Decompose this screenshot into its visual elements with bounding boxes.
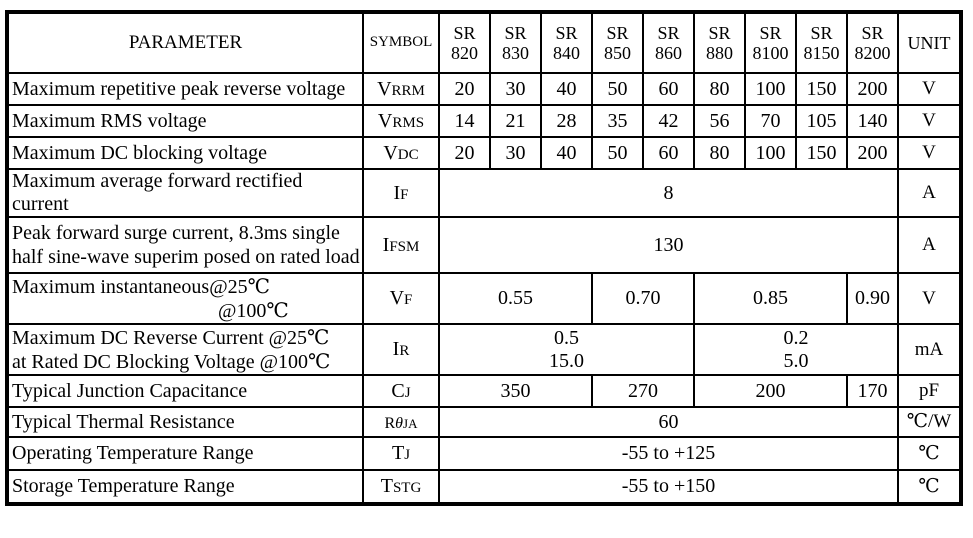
- unit-cell: ℃: [898, 470, 961, 504]
- row-vrms: [7, 105, 961, 137]
- value-cell: 35: [592, 105, 643, 137]
- row-ir: [7, 324, 961, 375]
- symbol-main: I: [382, 233, 390, 256]
- symbol-cell: [363, 137, 439, 169]
- header-symbol: SYMBOL: [363, 12, 439, 73]
- value-cell: 150: [796, 73, 847, 105]
- header-model-sr820: [439, 12, 490, 73]
- model-prefix: SR: [504, 23, 527, 43]
- row-cj: [7, 375, 961, 407]
- value-cell: 50: [592, 137, 643, 169]
- value-cell: 50: [592, 73, 643, 105]
- unit-cell: V: [898, 105, 961, 137]
- parameter-line-1: Maximum instantaneous@25℃: [12, 275, 270, 298]
- value-cell: 30: [490, 73, 541, 105]
- unit-cell: ℃/W: [898, 407, 961, 437]
- unit-cell: ℃: [898, 437, 961, 470]
- header-model-sr860: [643, 12, 694, 73]
- value-at-100c: 5.0: [783, 349, 809, 372]
- symbol-main: T: [380, 475, 393, 497]
- header-parameter: PARAMETER: [7, 12, 363, 73]
- row-vf: [7, 273, 961, 324]
- model-number: 8200: [854, 43, 891, 63]
- symbol-main: V: [377, 77, 392, 100]
- parameter-cell: Maximum DC blocking voltage: [7, 137, 363, 169]
- symbol-main: V: [389, 287, 405, 309]
- symbol-cell: [363, 169, 439, 217]
- symbol-cell: [363, 273, 439, 324]
- model-prefix: SR: [708, 23, 731, 43]
- model-number: 8100: [752, 43, 789, 63]
- value-cell: 150: [796, 137, 847, 169]
- row-ifsm: [7, 217, 961, 273]
- symbol-subscript: R: [399, 343, 410, 359]
- value-at-25c: 0.2: [783, 326, 809, 349]
- parameter-cell: Typical Junction Capacitance: [7, 375, 363, 407]
- unit-cell: V: [898, 137, 961, 169]
- value-cell: 100: [745, 137, 796, 169]
- value-cell: 140: [847, 105, 898, 137]
- parameter-line-1: Peak forward surge current, 8.3ms single: [12, 222, 340, 244]
- value-cell: 105: [796, 105, 847, 137]
- row-vrrm: [7, 73, 961, 105]
- model-number: 880: [706, 43, 733, 63]
- symbol-cell: [363, 375, 439, 407]
- row-rthja: [7, 407, 961, 437]
- value-cell: 0.55: [439, 273, 592, 324]
- unit-cell: V: [898, 273, 961, 324]
- parameter-cell: Maximum repetitive peak reverse voltage: [7, 73, 363, 105]
- value-cell: 70: [745, 105, 796, 137]
- symbol-main: I: [392, 338, 400, 360]
- header-model-sr8100: [745, 12, 796, 73]
- symbol-subscript: J: [404, 384, 411, 401]
- header-model-sr840: [541, 12, 592, 73]
- value-cell: 20: [439, 73, 490, 105]
- value-cell: 170: [847, 375, 898, 407]
- value-cell: 56: [694, 105, 745, 137]
- symbol-cell: [363, 470, 439, 504]
- symbol-main: T: [391, 442, 405, 464]
- value-at-100c: 15.0: [549, 349, 584, 372]
- symbol-main: I: [393, 181, 401, 204]
- parameter-cell: Maximum average forward rectified current: [7, 169, 363, 217]
- model-prefix: SR: [453, 23, 476, 43]
- value-cell: 21: [490, 105, 541, 137]
- value-cell: 8: [439, 169, 898, 217]
- value-cell: 28: [541, 105, 592, 137]
- model-prefix: SR: [759, 23, 782, 43]
- value-cell: 30: [490, 137, 541, 169]
- unit-cell: A: [898, 217, 961, 273]
- parameter-cell: [7, 324, 363, 375]
- header-row: [7, 12, 961, 73]
- model-number: 850: [604, 43, 631, 63]
- value-cell: 20: [439, 137, 490, 169]
- parameter-cell: [7, 217, 363, 273]
- value-cell: -55 to +125: [439, 437, 898, 470]
- value-cell: 60: [643, 73, 694, 105]
- value-cell: 42: [643, 105, 694, 137]
- value-cell: [694, 324, 898, 375]
- model-number: 840: [553, 43, 580, 63]
- model-number: 860: [655, 43, 682, 63]
- value-cell: 350: [439, 375, 592, 407]
- model-prefix: SR: [810, 23, 833, 43]
- symbol-subscript: JA: [403, 415, 418, 431]
- header-model-sr8150: [796, 12, 847, 73]
- value-cell: 40: [541, 137, 592, 169]
- value-cell: [439, 324, 694, 375]
- value-cell: 0.70: [592, 273, 694, 324]
- value-cell: 130: [439, 217, 898, 273]
- maximum-ratings-table: [5, 10, 963, 506]
- parameter-cell: Typical Thermal Resistance: [7, 407, 363, 437]
- parameter-cell: Operating Temperature Range: [7, 437, 363, 470]
- value-cell: -55 to +150: [439, 470, 898, 504]
- symbol-cell: [363, 407, 439, 437]
- parameter-line-1: Maximum DC Reverse Current @25℃: [12, 326, 330, 349]
- symbol-subscript: J: [404, 447, 411, 463]
- parameter-line-2: half sine-wave superim posed on rated load: [12, 246, 360, 268]
- unit-cell: A: [898, 169, 961, 217]
- parameter-cell: [7, 273, 363, 324]
- value-cell: 270: [592, 375, 694, 407]
- value-cell: 0.85: [694, 273, 847, 324]
- row-tj: [7, 437, 961, 470]
- row-vdc: [7, 137, 961, 169]
- symbol-cell: [363, 217, 439, 273]
- value-cell: 80: [694, 73, 745, 105]
- symbol-subscript: F: [404, 292, 413, 308]
- value-cell: 0.90: [847, 273, 898, 324]
- parameter-cell: Maximum RMS voltage: [7, 105, 363, 137]
- model-prefix: SR: [555, 23, 578, 43]
- row-tstg: [7, 470, 961, 504]
- header-unit: UNIT: [898, 12, 961, 73]
- symbol-subscript: DC: [397, 146, 419, 163]
- value-cell: 200: [694, 375, 847, 407]
- symbol-cell: [363, 324, 439, 375]
- model-prefix: SR: [657, 23, 680, 43]
- symbol-subscript: STG: [392, 480, 422, 496]
- model-prefix: SR: [861, 23, 884, 43]
- symbol-main: R: [384, 414, 396, 432]
- value-cell: 60: [643, 137, 694, 169]
- row-if: [7, 169, 961, 217]
- model-prefix: SR: [606, 23, 629, 43]
- model-number: 830: [502, 43, 529, 63]
- unit-cell: mA: [898, 324, 961, 375]
- symbol-subscript: RRM: [391, 82, 425, 99]
- header-model-sr830: [490, 12, 541, 73]
- model-number: 820: [451, 43, 478, 63]
- value-cell: 100: [745, 73, 796, 105]
- value-at-25c: 0.5: [554, 326, 579, 349]
- symbol-cell: [363, 105, 439, 137]
- value-cell: 14: [439, 105, 490, 137]
- header-model-sr850: [592, 12, 643, 73]
- parameter-line-2: @100℃: [218, 299, 289, 322]
- symbol-subscript: RMS: [392, 114, 425, 131]
- symbol-main: V: [383, 141, 398, 164]
- header-model-sr880: [694, 12, 745, 73]
- symbol-subscript: F: [400, 186, 409, 203]
- symbol-cell: [363, 437, 439, 470]
- value-cell: 200: [847, 137, 898, 169]
- unit-cell: V: [898, 73, 961, 105]
- parameter-line-2: at Rated DC Blocking Voltage @100℃: [12, 350, 331, 373]
- parameter-cell: Storage Temperature Range: [7, 470, 363, 504]
- unit-cell: pF: [898, 375, 961, 407]
- symbol-main: V: [377, 109, 393, 132]
- symbol-theta: θ: [395, 414, 404, 432]
- symbol-main: C: [391, 379, 405, 402]
- symbol-cell: [363, 73, 439, 105]
- value-cell: 200: [847, 73, 898, 105]
- value-cell: 80: [694, 137, 745, 169]
- value-cell: 40: [541, 73, 592, 105]
- header-model-sr8200: [847, 12, 898, 73]
- symbol-subscript: FSM: [389, 238, 420, 255]
- value-cell: 60: [439, 407, 898, 437]
- model-number: 8150: [803, 43, 840, 63]
